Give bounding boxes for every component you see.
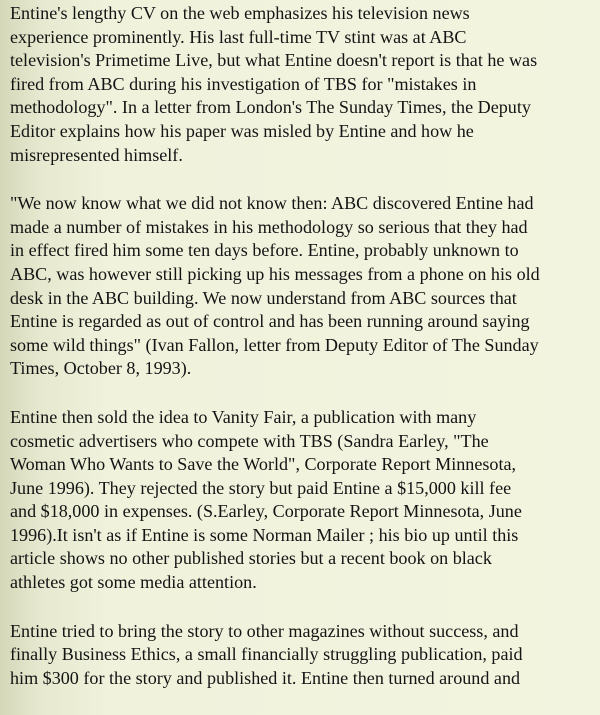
text-line: desk in the ABC building. We now understand from ABC sources that [10,287,517,308]
text-line: him $300 for the story and published it. Entine then turned around and [10,667,521,688]
text-line: in effect fired him some ten days before. Entine, probably unknown to [10,240,519,261]
text-line: "We now know what we did not know then: ABC discovered Entine had [10,193,534,214]
paragraph-cv-firing [10,2,596,167]
text-line: made a number of mistakes in his methodology so serious that they had [10,216,528,237]
text-line: methodology". In a letter from London's The Sunday Times, the Deputy [10,97,531,118]
text-line: Entine's lengthy CV on the web emphasizes his television news [10,3,470,23]
text-line: article shows no other published stories but a recent book on black [10,548,492,569]
text-line: 1996).It isn't as if Entine is some Norman Mailer ; his bio up until this [10,524,519,545]
text-line: cosmetic advertisers who compete with TBS (Sandra Earley, "The [10,430,489,451]
text-line: Times, October 8, 1993). [10,358,192,379]
text-line: ABC, was however still picking up his messages from a phone on his old [10,263,540,284]
text-line: finally Business Ethics, a small financially struggling publication, paid [10,644,523,665]
text-line: Woman Who Wants to Save the World", Corporate Report Minnesota, [10,454,517,475]
text-line: Entine then sold the idea to Vanity Fair, a publication with many [10,406,477,427]
text-line: misrepresented himself. [10,144,183,165]
text-line: experience prominently. His last full-time TV stint was at ABC [10,26,467,47]
article-body [10,2,596,715]
text-line: some wild things" (Ivan Fallon, letter from Deputy Editor of The Sunday [10,334,539,355]
text-line: Entine is regarded as out of control and has been running around saying [10,311,530,332]
text-line: Editor explains how his paper was misled by Entine and how he [10,120,474,141]
text-line: television's Primetime Live, but what Entine doesn't report is that he was [10,50,538,71]
paragraph-sunday-times-quote [10,192,596,381]
text-line: and $18,000 in expenses. (S.Earley, Corporate Report Minnesota, June [10,501,522,522]
paragraph-business-ethics [10,620,596,691]
paragraph-vanity-fair [10,406,596,595]
text-line: Entine tried to bring the story to other magazines without success, and [10,620,519,641]
text-line: fired from ABC during his investigation of TBS for "mistakes in [10,73,477,94]
text-line: athletes got some media attention. [10,572,257,593]
text-line: June 1996). They rejected the story but paid Entine a $15,000 kill fee [10,477,512,498]
